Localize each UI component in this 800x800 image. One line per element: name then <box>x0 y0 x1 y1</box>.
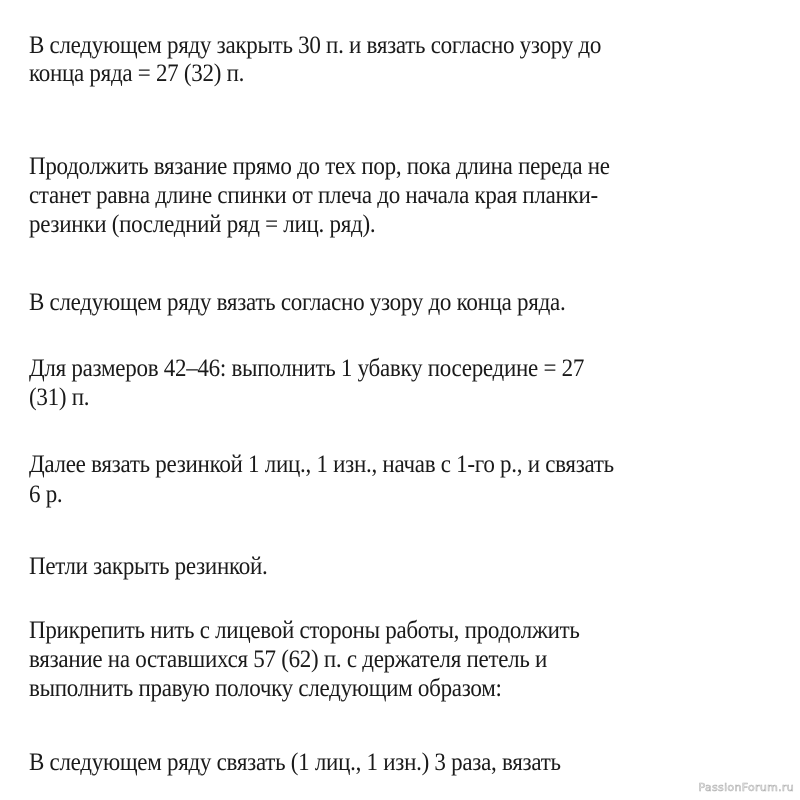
text-line: В следующем ряду вязать согласно узору до конца ряда. <box>29 289 566 316</box>
text-line: В следующем ряду связать (1 лиц., 1 изн.) 3 раза, вязать <box>29 749 561 776</box>
text-line: 6 р. <box>29 481 63 508</box>
text-line: Прикрепить нить с лицевой стороны работы, продолжить <box>29 617 580 644</box>
text-line: (31) п. <box>29 384 90 411</box>
text-line: В следующем ряду закрыть 30 п. и вязать согласно узору до <box>29 32 602 59</box>
watermark: PassionForum.ru <box>698 781 794 794</box>
text-line: станет равна длине спинки от плеча до начала края планки- <box>29 182 598 209</box>
text-line: Для размеров 42–46: выполнить 1 убавку посередине = 27 <box>29 355 585 382</box>
text-line: выполнить правую полочку следующим образом: <box>29 675 502 702</box>
text-line: Петли закрыть резинкой. <box>29 553 268 580</box>
text-line: Продолжить вязание прямо до тех пор, пока длина переда не <box>29 153 610 180</box>
text-line: конца ряда = 27 (32) п. <box>29 60 245 87</box>
text-line: резинки (последний ряд = лиц. ряд). <box>29 211 376 238</box>
text-line: вязание на оставшихся 57 (62) п. с держателя петель и <box>29 646 548 673</box>
text-line: Далее вязать резинкой 1 лиц., 1 изн., начав с 1-го р., и связать <box>29 451 614 478</box>
